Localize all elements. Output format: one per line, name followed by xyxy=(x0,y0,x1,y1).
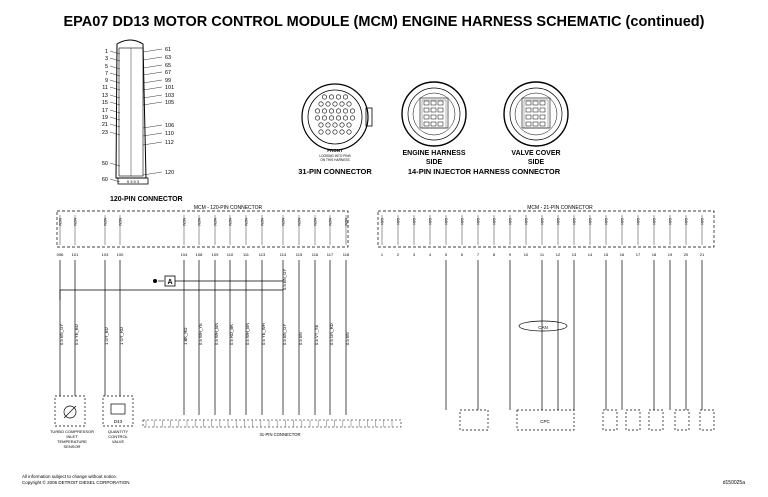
connector-31-pin xyxy=(319,123,323,127)
right-pin-function: CAN xyxy=(700,218,704,225)
right-pin-number: 8 xyxy=(492,252,496,257)
connector-120-pin-label: 101 xyxy=(165,85,175,91)
connector-31-pin xyxy=(336,109,340,113)
right-pin-number: 13 xyxy=(571,252,577,257)
right-pin-function: CAN xyxy=(556,218,560,225)
connector-31-pin xyxy=(326,123,330,127)
right-pin-number: 18 xyxy=(651,252,657,257)
right-pin-number: 12 xyxy=(555,252,561,257)
left-pin-number: 115 xyxy=(295,252,303,257)
right-pin-function: CAN xyxy=(412,218,416,225)
splice-wire-label: 0.5 BN_GY xyxy=(282,268,287,290)
connector-31-pin xyxy=(326,130,330,134)
sensor-2-line3: VALVE xyxy=(111,439,125,444)
right-pin-function: CAN xyxy=(668,218,672,225)
connector-14-pin xyxy=(533,108,538,112)
mcm-120-strip xyxy=(57,211,348,247)
right-device-boxes xyxy=(460,410,714,430)
left-wire-label: 0.5 WH_YE xyxy=(198,323,203,345)
connector-14-pin xyxy=(424,101,429,105)
splice-label: A xyxy=(167,279,173,286)
connector-14-pin xyxy=(431,101,436,105)
left-wire-group xyxy=(60,215,346,415)
connector-31-pin xyxy=(343,116,347,120)
footer-line-1: All information subject to change without notice. xyxy=(22,474,118,479)
connector-120-pin-label: 3 xyxy=(104,56,108,62)
right-pin-number: 1 xyxy=(380,252,384,257)
connector-120-leader xyxy=(143,87,162,90)
left-wire-label: 0.5 WH_BN xyxy=(245,322,250,345)
connector-14-pin xyxy=(533,122,538,126)
connector-120-right-labels xyxy=(165,47,174,176)
bottom-31-ticks xyxy=(146,420,392,427)
sensor-2-line1: QUANTITY xyxy=(107,429,129,434)
left-pin-number: 116 xyxy=(311,252,319,257)
right-pin-number: 17 xyxy=(635,252,641,257)
connector-120-pin-label: 9 xyxy=(104,78,108,84)
connector-120-pin-label: 65 xyxy=(165,63,172,69)
connector-120-drawing xyxy=(116,40,148,184)
right-pin-function: CAN xyxy=(652,218,656,225)
connector-14-pin xyxy=(438,122,443,126)
right-pin-number: 3 xyxy=(412,252,416,257)
connector-31-pin xyxy=(340,130,344,134)
sensor-1-line1: TURBO COMPRESSOR xyxy=(49,429,95,434)
connector-31-pin xyxy=(340,102,344,106)
connector-14-pin xyxy=(438,108,443,112)
right-pin-function: CAN xyxy=(492,218,496,225)
connector-31-pin xyxy=(336,95,340,99)
left-pin-function: MCM xyxy=(297,218,301,226)
connector-31-caption: 31-PIN CONNECTOR xyxy=(298,167,372,176)
left-pin-number: 096 xyxy=(56,252,64,257)
connector-120-pin-label: 21 xyxy=(101,122,108,128)
left-pin-number: 103 xyxy=(101,252,109,257)
left-pin-function: MCM xyxy=(58,218,62,226)
left-wire-label: 1 BK_RD xyxy=(183,327,188,345)
connector-120-left-labels xyxy=(102,49,108,183)
connector-120-leader xyxy=(110,66,120,69)
left-pin-number: 101 xyxy=(71,252,79,257)
connector-31-front-sub1: LOOKING INTO PINS xyxy=(319,154,351,158)
connector-120-leader xyxy=(143,95,162,98)
connector-120-pin-label: 7 xyxy=(104,71,108,77)
connector-14-pin xyxy=(540,122,545,126)
right-pin-function: CAN xyxy=(572,218,576,225)
cpc-label: CPC xyxy=(540,419,550,424)
right-pin-number: 15 xyxy=(603,252,609,257)
connector-120-pin-label: 61 xyxy=(165,47,172,53)
left-pin-number: 117 xyxy=(326,252,334,257)
connector-31-pin xyxy=(336,116,340,120)
connector-120-pin-label: 5 xyxy=(104,64,108,70)
connector-14-pin xyxy=(526,101,531,105)
connector-120-pin-label: 99 xyxy=(165,78,172,84)
left-wire-label: 0.5 BN_GY xyxy=(282,323,287,345)
right-pin-number: 21 xyxy=(699,252,705,257)
connector-120-pin-label: 17 xyxy=(101,108,108,114)
connector-14-pin xyxy=(533,101,538,105)
left-wire-label: 0.5 WH_BN xyxy=(214,322,219,345)
connector-120-pin-label: 1 xyxy=(104,49,108,55)
connector-31-pin xyxy=(329,95,333,99)
connector-31-pin xyxy=(319,102,323,106)
right-pin-function: CAN xyxy=(604,218,608,225)
connector-31-pin xyxy=(343,95,347,99)
valve-side-label-2: SIDE xyxy=(527,159,545,166)
connector-14-pin xyxy=(438,101,443,105)
right-pin-number: 6 xyxy=(460,252,464,257)
connector-31-pins xyxy=(315,95,354,134)
connector-120-pin-label: 50 xyxy=(101,161,108,167)
left-pin-function: MCM xyxy=(244,218,248,226)
left-wire-label: 0.5 YE_WH xyxy=(261,323,266,345)
right-pin-function: CAN xyxy=(476,218,480,225)
connector-31-pin xyxy=(322,116,326,120)
connector-120-leader xyxy=(143,102,162,105)
right-pin-function: CAN xyxy=(636,218,640,225)
connector-14-pin xyxy=(540,115,545,119)
connector-14-caption: 14-PIN INJECTOR HARNESS CONNECTOR xyxy=(407,167,561,176)
right-pin-number: 9 xyxy=(508,252,512,257)
connector-31-pin xyxy=(315,109,319,113)
can-bundle-label: CAN xyxy=(538,325,548,330)
connector-31-drawing xyxy=(302,84,372,150)
connector-31-front-label: FRONT xyxy=(327,148,343,153)
left-wire-label: 0.5 BN_GY xyxy=(59,323,64,345)
connector-31-pin xyxy=(350,109,354,113)
sensor-2-line2: CONTROL xyxy=(108,434,128,439)
connector-120-leader xyxy=(143,125,162,128)
right-pin-number: 16 xyxy=(619,252,625,257)
connector-31-pin xyxy=(319,130,323,134)
left-wire-labels xyxy=(58,218,350,345)
connector-120-pin-label: 105 xyxy=(165,100,175,106)
right-pin-labels xyxy=(381,252,705,257)
connector-14-valve-drawing xyxy=(504,82,568,146)
connector-14-engine-drawing xyxy=(402,82,466,146)
left-pin-function: MCM xyxy=(260,218,264,226)
connector-31-pin xyxy=(347,102,351,106)
connector-120-pin-label: 112 xyxy=(165,140,174,146)
left-pin-number: 109 xyxy=(211,252,219,257)
connector-120-pin-label: 15 xyxy=(101,100,108,106)
left-pin-number: 100 xyxy=(116,252,124,257)
left-pin-function: MCM xyxy=(213,218,217,226)
connector-120-leader xyxy=(110,51,120,54)
connector-120-pin-label: 63 xyxy=(165,55,172,61)
right-pin-function: CAN xyxy=(620,218,624,225)
connector-120-leader xyxy=(110,95,120,98)
left-wire-label: 0.5 RD_BK xyxy=(229,324,234,345)
connector-31-pin xyxy=(329,116,333,120)
engine-side-label-1: ENGINE HARNESS xyxy=(402,150,466,157)
footer-line-2: Copyright © 2006 DETROIT DIESEL CORPORATION xyxy=(22,480,130,485)
connector-120-leader xyxy=(110,102,120,105)
connector-14-pin xyxy=(540,108,545,112)
connector-14-pin xyxy=(526,115,531,119)
left-pin-number: 104 xyxy=(180,252,188,257)
connector-31-pin xyxy=(333,130,337,134)
left-wire-label: 0.5 BN xyxy=(345,332,350,345)
left-pin-function: MCM xyxy=(182,218,186,226)
connector-31-pin xyxy=(326,102,330,106)
connector-31-pin xyxy=(333,102,337,106)
right-pin-number: 4 xyxy=(428,252,432,257)
connector-120-pin-label: 13 xyxy=(101,93,108,99)
connector-14-pin xyxy=(526,122,531,126)
right-pin-function: CAN xyxy=(444,218,448,225)
connector-120-leader xyxy=(110,73,120,76)
left-pin-number: 108 xyxy=(195,252,203,257)
connector-31-pin xyxy=(340,123,344,127)
mcm-21-strip xyxy=(378,211,714,247)
left-pin-labels xyxy=(57,252,350,257)
bottom-connector-label: 31-PIN CONNECTOR xyxy=(259,432,301,437)
left-pin-number: 113 xyxy=(258,252,266,257)
connector-14-pin xyxy=(431,122,436,126)
connector-120-leader xyxy=(110,179,120,182)
right-pin-number: 7 xyxy=(476,252,480,257)
connector-120-caption: 120-PIN CONNECTOR xyxy=(110,196,183,203)
left-wire-label: 0.5 YE_BU xyxy=(74,324,79,345)
left-wire-label: 0.5 GN_RD xyxy=(329,323,334,345)
connector-120-pin-label: 60 xyxy=(101,177,108,183)
sensor-1-box xyxy=(55,396,85,426)
connector-120-pin-label: 11 xyxy=(102,85,108,91)
connector-120-leader xyxy=(143,80,162,83)
right-pin-function: CAN xyxy=(684,218,688,225)
right-wire-group xyxy=(380,215,704,410)
connector-120-leader xyxy=(143,133,162,136)
connector-14-pin xyxy=(424,122,429,126)
connector-120-pin-label: 67 xyxy=(165,70,172,76)
bottom-31-strip xyxy=(143,420,401,427)
connector-31-pin xyxy=(322,109,326,113)
connector-120-leader xyxy=(143,72,162,75)
left-pin-function: MCM xyxy=(344,218,348,226)
right-pin-function: CAN xyxy=(396,218,400,225)
sensor-2-tag: D43 xyxy=(113,419,123,424)
connector-14-pin xyxy=(540,101,545,105)
right-pin-number: 20 xyxy=(683,252,689,257)
right-pin-number: 11 xyxy=(539,252,545,257)
connector-120-leader xyxy=(110,87,120,90)
connector-14-pin xyxy=(424,108,429,112)
right-pin-number: 14 xyxy=(587,252,593,257)
sensor-1-line3: TEMPERATURE xyxy=(57,439,87,444)
connector-120-leader xyxy=(110,163,120,166)
left-pin-function: MCM xyxy=(313,218,317,226)
right-pin-number: 2 xyxy=(396,252,400,257)
connector-120-pin-label: 106 xyxy=(165,123,175,129)
mcm-21-label: MCM - 21-PIN CONNECTOR xyxy=(527,205,593,211)
left-wire-label: 1 GY_RD xyxy=(119,327,124,345)
right-pin-function: CAN xyxy=(508,218,512,225)
connector-31-pin xyxy=(333,123,337,127)
left-pin-number: 118 xyxy=(342,252,350,257)
connector-120-leader xyxy=(143,142,162,145)
page-title: EPA07 DD13 MOTOR CONTROL MODULE (MCM) ENGINE HARNESS SCHEMATIC (continued) xyxy=(63,14,705,30)
connector-120-leader xyxy=(143,65,162,68)
left-pin-function: MCM xyxy=(281,218,285,226)
left-wire-label: 1 GY_BU xyxy=(104,327,109,345)
left-pin-number: 111 xyxy=(242,252,250,257)
connector-120-leader xyxy=(110,110,120,113)
left-pin-function: MCM xyxy=(228,218,232,226)
connector-120-pin-label: 19 xyxy=(101,115,108,121)
right-pin-function: CAN xyxy=(588,218,592,225)
right-pin-number: 19 xyxy=(667,252,673,257)
left-wire-label: 0.5 VT_YE xyxy=(314,324,319,345)
connector-120-leader xyxy=(143,49,162,52)
connector-31-pin xyxy=(350,116,354,120)
connector-31-pin xyxy=(315,116,319,120)
connector-31-pin xyxy=(329,109,333,113)
engine-side-label-2: SIDE xyxy=(425,159,443,166)
connector-120-bottom-pins: 5 3 5 3 xyxy=(126,179,140,184)
right-pin-number: 5 xyxy=(444,252,448,257)
connector-31-front-sub2: ON THIS HARNESS xyxy=(320,158,350,162)
connector-120-leader xyxy=(143,57,162,60)
sensor-1-line4: SENSOR xyxy=(63,444,81,449)
connector-14-pins xyxy=(422,100,548,128)
left-pin-function: MCM xyxy=(197,218,201,226)
left-pin-function: MCM xyxy=(73,218,77,226)
connector-120-pin-label: 103 xyxy=(165,93,175,99)
connector-120-leader xyxy=(110,124,120,127)
right-pin-number: 10 xyxy=(523,252,529,257)
connector-14-pin-frame xyxy=(422,100,446,128)
connector-14-pin-frame xyxy=(524,100,548,128)
figure-id: d150025a xyxy=(722,480,745,486)
connector-120-leader xyxy=(110,80,120,83)
valve-side-label-1: VALVE COVER xyxy=(511,150,561,157)
connector-120-pin-label: 120 xyxy=(165,170,175,176)
connector-14-pin xyxy=(526,108,531,112)
connector-31-pin xyxy=(347,130,351,134)
left-wire-label: 0.5 BN xyxy=(298,332,303,345)
connector-31-pin xyxy=(347,123,351,127)
connector-120-leader xyxy=(110,117,120,120)
connector-31-pin xyxy=(343,109,347,113)
sensor-1-line2: INLET xyxy=(66,434,78,439)
connector-14-pin xyxy=(424,115,429,119)
connector-14-pin xyxy=(431,115,436,119)
connector-31-pin xyxy=(322,95,326,99)
left-pin-function: MCM xyxy=(118,218,122,226)
connector-120-pin-label: 23 xyxy=(101,130,108,136)
connector-120-pin-ticks xyxy=(110,49,162,182)
right-pin-function: CAN xyxy=(460,218,464,225)
connector-120-pin-label: 110 xyxy=(165,131,174,137)
right-pin-function: CAN xyxy=(380,218,384,225)
connector-14-pin xyxy=(533,115,538,119)
left-pin-number: 110 xyxy=(226,252,234,257)
left-pin-function: MCM xyxy=(328,218,332,226)
connector-14-pin xyxy=(438,115,443,119)
connector-120-leader xyxy=(110,132,120,135)
mcm-120-label: MCM - 120-PIN CONNECTOR xyxy=(193,205,263,211)
left-pin-function: MCM xyxy=(103,218,107,226)
left-pin-number: 114 xyxy=(279,252,287,257)
right-pin-function: CAN xyxy=(540,218,544,225)
connector-120-leader xyxy=(110,58,120,61)
connector-14-pin xyxy=(431,108,436,112)
right-pin-function: CAN xyxy=(428,218,432,225)
right-pin-function: CAN xyxy=(524,218,528,225)
